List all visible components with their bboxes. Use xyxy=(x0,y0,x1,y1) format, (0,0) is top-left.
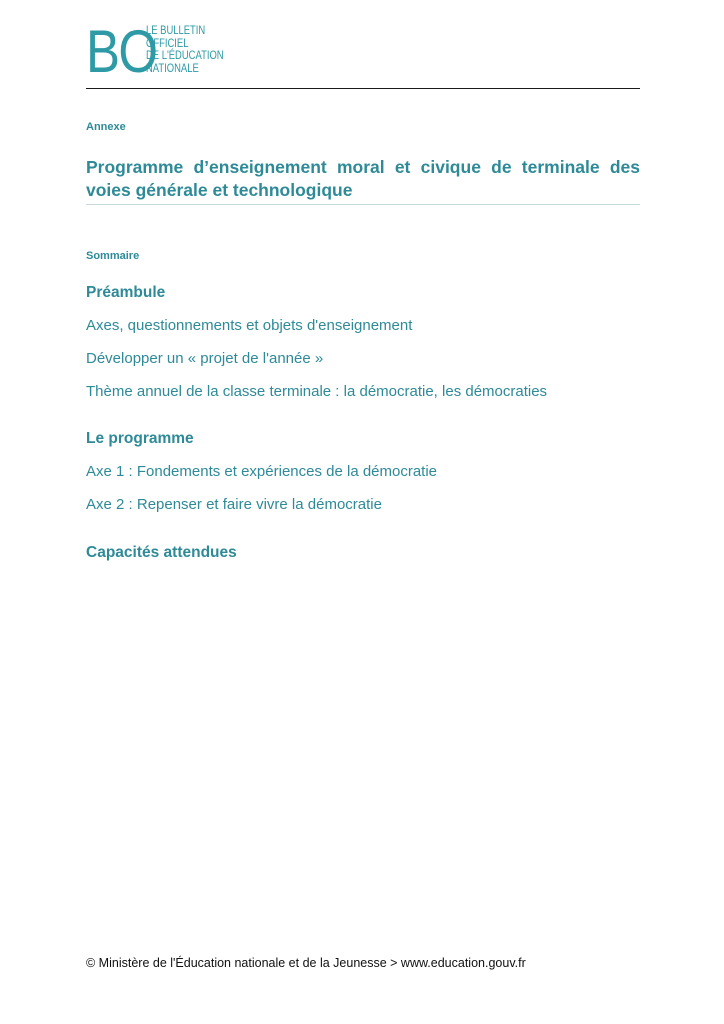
copyright-footer: © Ministère de l'Éducation nationale et de la Jeunesse > www.education.gouv.fr xyxy=(86,956,526,970)
toc-section-capacites[interactable]: Capacités attendues xyxy=(86,544,237,561)
toc-item-theme[interactable]: Thème annuel de la classe terminale : la démocratie, les démocraties xyxy=(86,383,548,400)
toc-item-axe-2[interactable]: Axe 2 : Repenser et faire vivre la démocratie xyxy=(86,496,382,513)
document-title: Programme d’enseignement moral et civique de terminale des voies générale et technologique xyxy=(86,156,640,205)
sommaire-heading: Sommaire xyxy=(86,250,140,262)
logo-line-2: OFFICIEL xyxy=(146,37,189,50)
toc-item-projet[interactable]: Développer un « projet de l'année » xyxy=(86,350,324,367)
toc-item-axes[interactable]: Axes, questionnements et objets d'enseignement xyxy=(86,317,413,334)
toc-section-preambule[interactable]: Préambule xyxy=(86,284,166,301)
annexe-label: Annexe xyxy=(86,121,126,133)
logo-line-3: DE L'ÉDUCATION xyxy=(146,50,224,62)
toc-section-programme[interactable]: Le programme xyxy=(86,430,194,447)
bo-logo-text xyxy=(146,25,224,75)
logo-line-1: LE BULLETIN xyxy=(146,25,206,37)
bo-logo: BO xyxy=(86,18,157,85)
logo-line-4: NATIONALE xyxy=(146,62,199,75)
document-header xyxy=(86,18,640,89)
toc-item-axe-1[interactable]: Axe 1 : Fondements et expériences de la démocratie xyxy=(86,463,438,480)
